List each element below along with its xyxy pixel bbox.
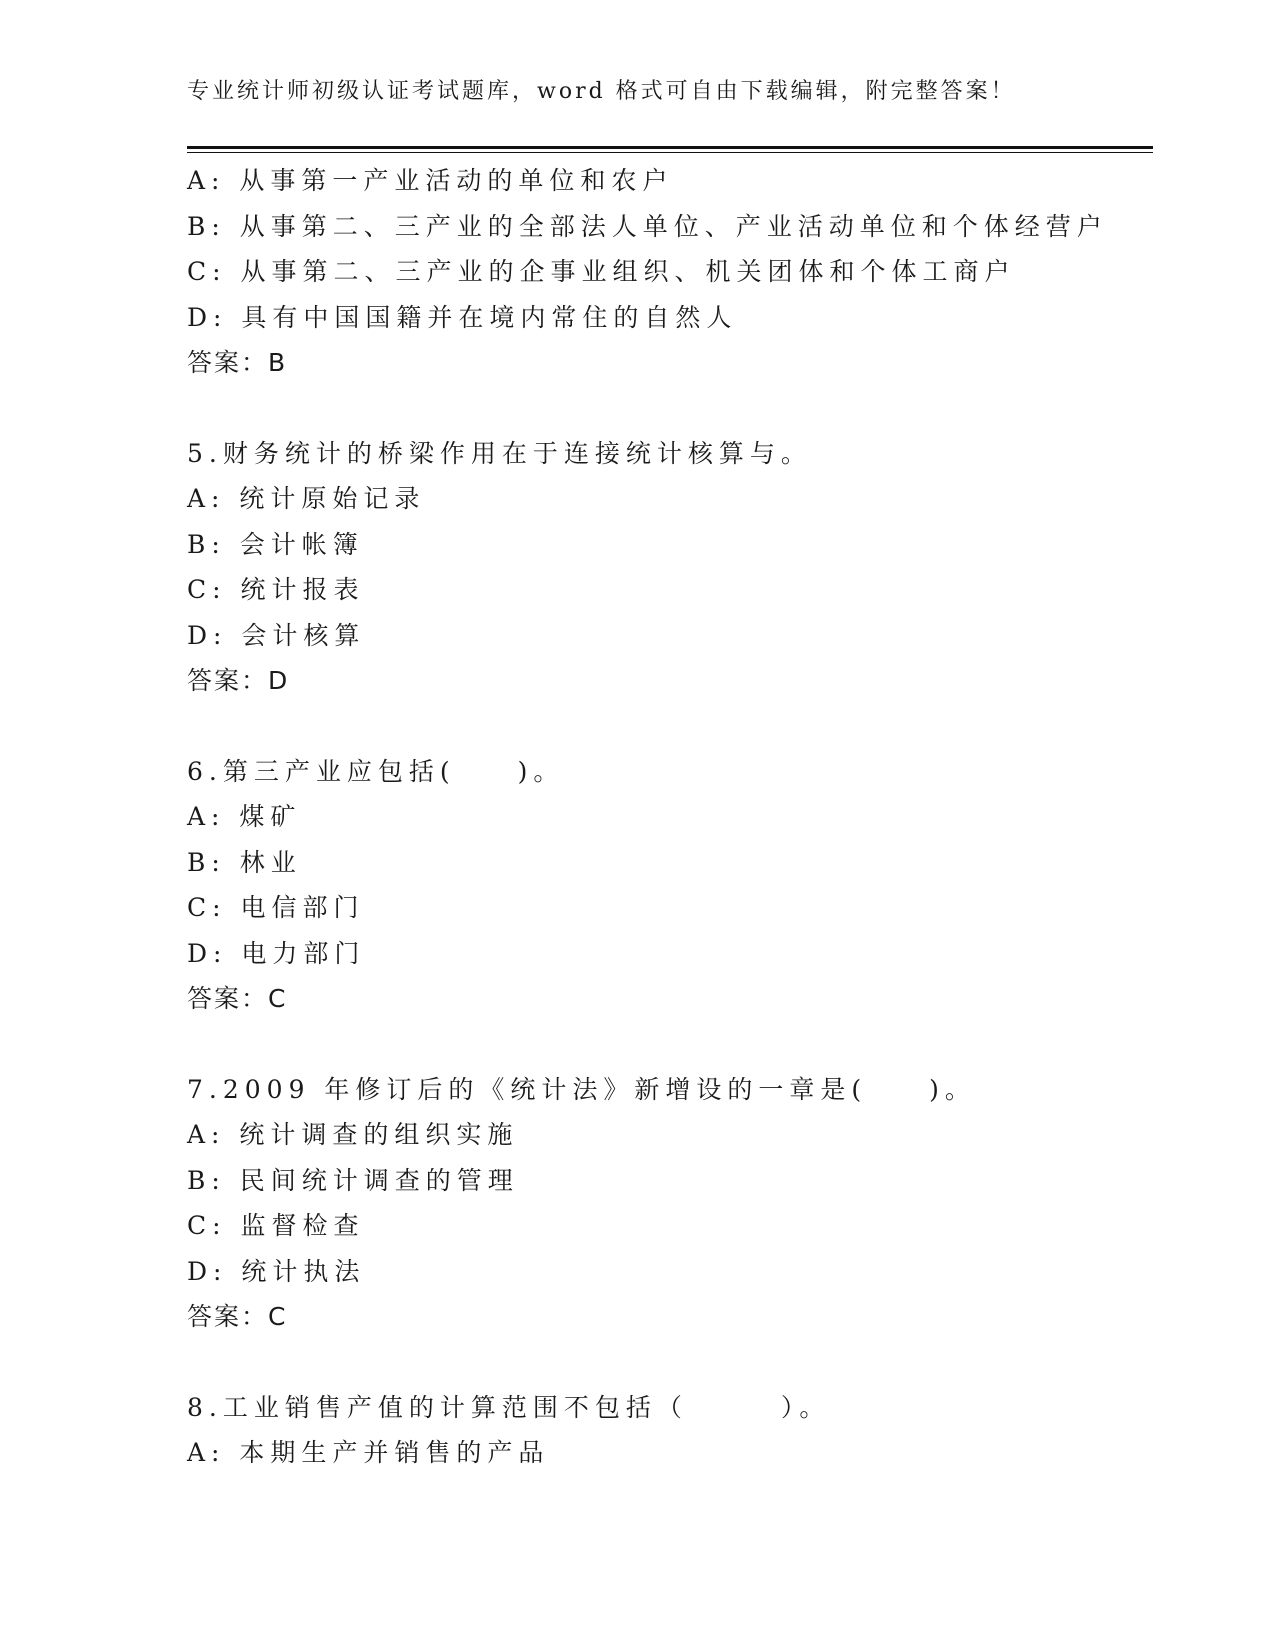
option-line: D: 具有中国国籍并在境内常住的自然人 [187,302,738,332]
block-spacer [187,704,1153,749]
option-line: C: 监督检查 [187,1211,365,1240]
answer-line: 答案：D [187,666,290,695]
option-line: B: 林业 [187,847,302,877]
question-stem: 5.财务统计的桥梁作用在于连接统计核算与。 [187,438,812,468]
question-stem: 6.第三产业应包括( )。 [187,756,565,786]
option-line: B: 会计帐簿 [187,529,364,559]
document-header: 专业统计师初级认证考试题库，word 格式可自由下载编辑，附完整答案！ [187,79,1016,104]
option-line: B: 从事第二、三产业的全部法人单位、产业活动单位和个体经营户 [187,211,1108,241]
option-line: D: 电力部门 [187,938,366,968]
option-line: D: 会计核算 [187,620,366,650]
block-spacer [187,1340,1153,1385]
option-line: C: 从事第二、三产业的企事业组织、机关团体和个体工商户 [187,257,1016,286]
option-line: D: 统计执法 [187,1256,366,1286]
answer-line: 答案：C [187,1302,288,1331]
question-stem: 7.2009 年修订后的《统计法》新增设的一章是( )。 [187,1074,976,1104]
answer-line: 答案：C [187,984,288,1013]
option-line: A: 煤矿 [187,802,302,831]
option-line: A: 从事第一产业活动的单位和农户 [187,166,674,195]
question-stem: 8.工业销售产值的计算范围不包括（ ）。 [187,1392,831,1422]
header-divider-thin [187,152,1153,153]
option-line: A: 统计原始记录 [187,484,426,513]
option-line: A: 本期生产并销售的产品 [187,1438,550,1467]
question-list [187,158,1153,1476]
option-line: B: 民间统计调查的管理 [187,1165,519,1195]
option-line: C: 电信部门 [187,893,365,922]
header-divider-thick [187,146,1153,149]
block-spacer [187,386,1153,431]
option-line: C: 统计报表 [187,575,365,604]
block-spacer [187,1022,1153,1067]
option-line: A: 统计调查的组织实施 [187,1120,519,1149]
answer-line: 答案：B [187,348,288,377]
